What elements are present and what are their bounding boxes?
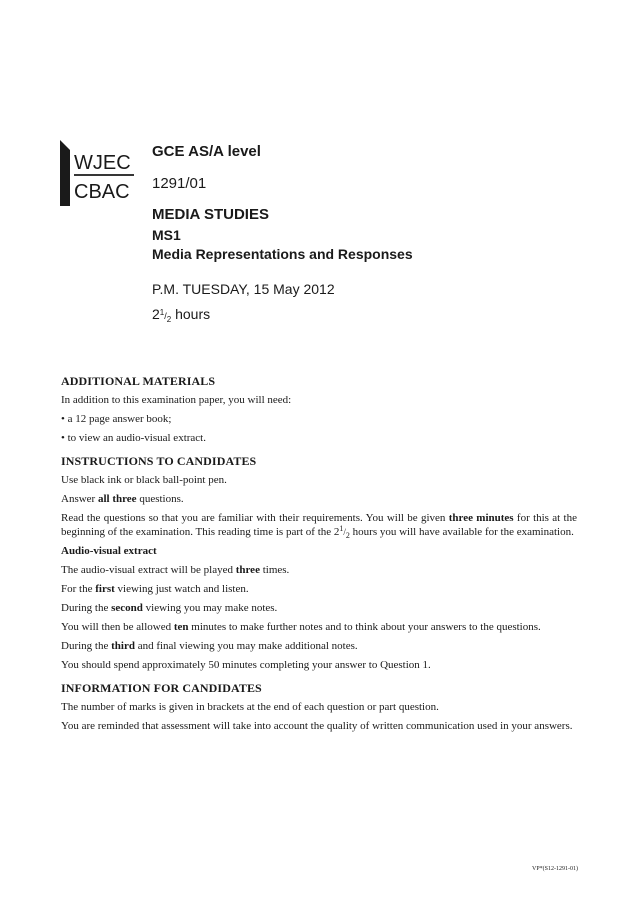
instruction-ink: Use black ink or black ball-point pen.	[61, 474, 227, 486]
instructions-body	[61, 374, 577, 738]
logo-line2: CBAC	[74, 181, 130, 203]
information-heading: INFORMATION FOR CANDIDATES	[61, 681, 262, 695]
instructions-heading: INSTRUCTIONS TO CANDIDATES	[61, 454, 257, 468]
information-quality: You are reminded that assessment will take into account the quality of written communication used in your answers.	[61, 720, 573, 732]
instruction-answer: Answer all three questions.	[61, 493, 184, 505]
exam-duration: $2^1/_2$ hours	[152, 306, 211, 324]
logo-line1: WJEC	[74, 152, 131, 174]
additional-materials-intro: In addition to this examination paper, you will need:	[61, 394, 292, 406]
av-instruction-2: For the first viewing just watch and listen.	[61, 583, 249, 595]
paper-reference-code: VP*(S12-1291-01)	[532, 866, 578, 872]
paper-code: 1291/01	[152, 175, 207, 192]
list-item: • to view an audio-visual extract.	[61, 432, 206, 444]
av-instruction-5: During the third and final viewing you may make additional notes.	[61, 640, 358, 652]
audio-visual-heading: Audio-visual extract	[61, 545, 157, 557]
unit-title: Media Representations and Responses	[152, 246, 413, 262]
av-instruction-1: The audio-visual extract will be played three times.	[61, 564, 290, 576]
materials-list	[61, 412, 577, 445]
information-marks: The number of marks is given in brackets at the end of each question or part question.	[61, 701, 439, 713]
subject-title: MEDIA STUDIES	[152, 206, 269, 223]
av-instruction-4: You will then be allowed ten minutes to make further notes and to think about your answers to the questions.	[61, 621, 541, 633]
exam-date: P.M. TUESDAY, 15 May 2012	[152, 281, 335, 297]
qualification-level: GCE AS/A level	[152, 143, 261, 160]
av-instruction-3: During the second viewing you may make notes.	[61, 602, 278, 614]
additional-materials-heading: ADDITIONAL MATERIALS	[61, 374, 216, 388]
list-item: • a 12 page answer book;	[61, 413, 172, 425]
unit-code: MS1	[152, 227, 181, 243]
av-instruction-6: You should spend approximately 50 minutes completing your answer to Question 1.	[61, 659, 431, 671]
instruction-reading-time: Read the questions so that you are familiar with their requirements. You will be given three minutes for this at the beginning of the examination. This reading time is part of the $2^1/_2$ hours you will have available for the examination.	[61, 512, 577, 540]
wjec-cbac-logo	[60, 140, 136, 206]
